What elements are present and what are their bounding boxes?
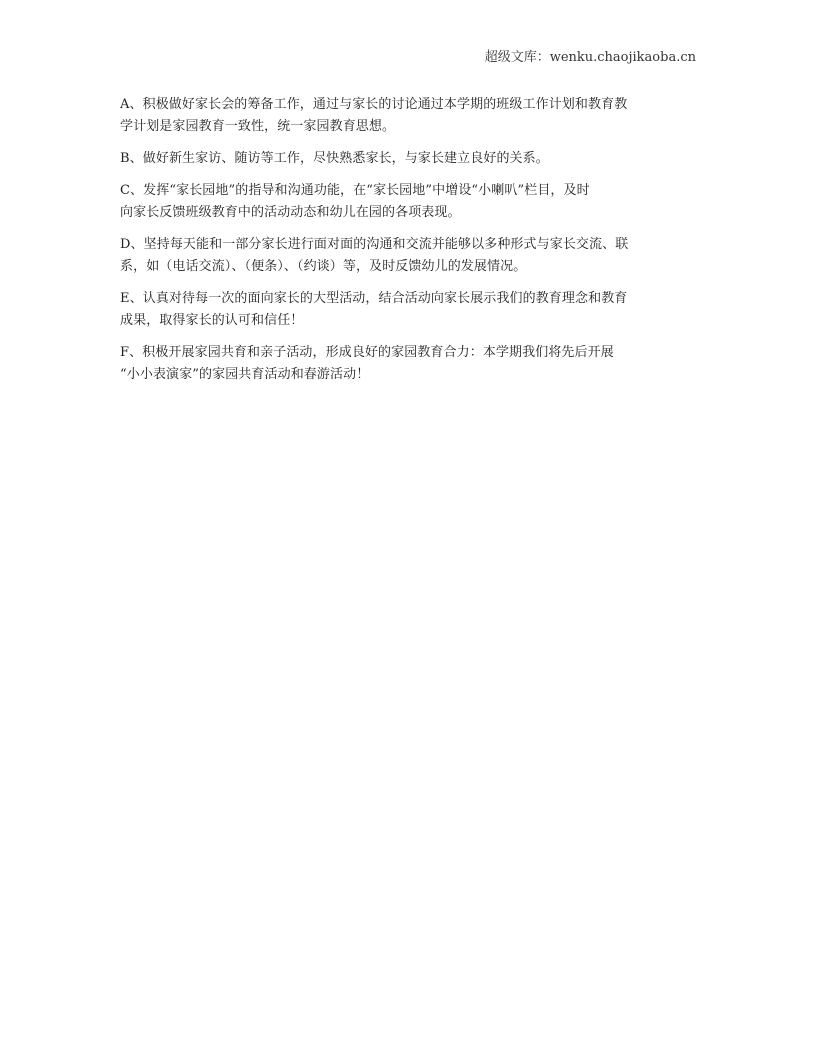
paragraph-line: A、积极做好家长会的筹备工作，通过与家长的讨论通过本学期的班级工作计划和教育教 — [120, 97, 628, 112]
paragraph-line: F、积极开展家园共育和亲子活动，形成良好的家园教育合力：本学期我们将先后开展 — [120, 345, 614, 360]
paragraph-line: 成果，取得家长的认可和信任！ — [120, 313, 304, 328]
paragraph-a — [120, 94, 696, 138]
paragraph-d — [120, 234, 696, 278]
paragraph-c — [120, 180, 696, 224]
site-header: 超级文库：wenku.chaojikaoba.cn — [484, 50, 696, 65]
paragraph-line: E、认真对待每一次的面向家长的大型活动，结合活动向家长展示我们的教育理念和教育 — [120, 291, 628, 306]
paragraph-line: C、发挥“家长园地”的指导和沟通功能，在“家长园地”中增设“小喇叭”栏目，及时 — [120, 183, 590, 198]
paragraph-f — [120, 342, 696, 386]
paragraph-line: 向家长反馈班级教育中的活动动态和幼儿在园的各项表现。 — [120, 205, 461, 220]
paragraph-line: B、做好新生家访、随访等工作，尽快熟悉家长，与家长建立良好的关系。 — [120, 151, 549, 166]
paragraph-line: “小小表演家”的家园共育活动和春游活动！ — [120, 367, 370, 382]
paragraph-e — [120, 288, 696, 332]
paragraph-line: 学计划是家园教育一致性，统一家园教育思想。 — [120, 119, 396, 134]
document-body — [120, 94, 696, 396]
paragraph-line: D、坚持每天能和一部分家长进行面对面的沟通和交流并能够以多种形式与家长交流、联 — [120, 237, 629, 252]
paragraph-line: 系，如（电话交流）、（便条）、（约谈）等，及时反馈幼儿的发展情况。 — [120, 259, 527, 274]
paragraph-b — [120, 148, 696, 170]
